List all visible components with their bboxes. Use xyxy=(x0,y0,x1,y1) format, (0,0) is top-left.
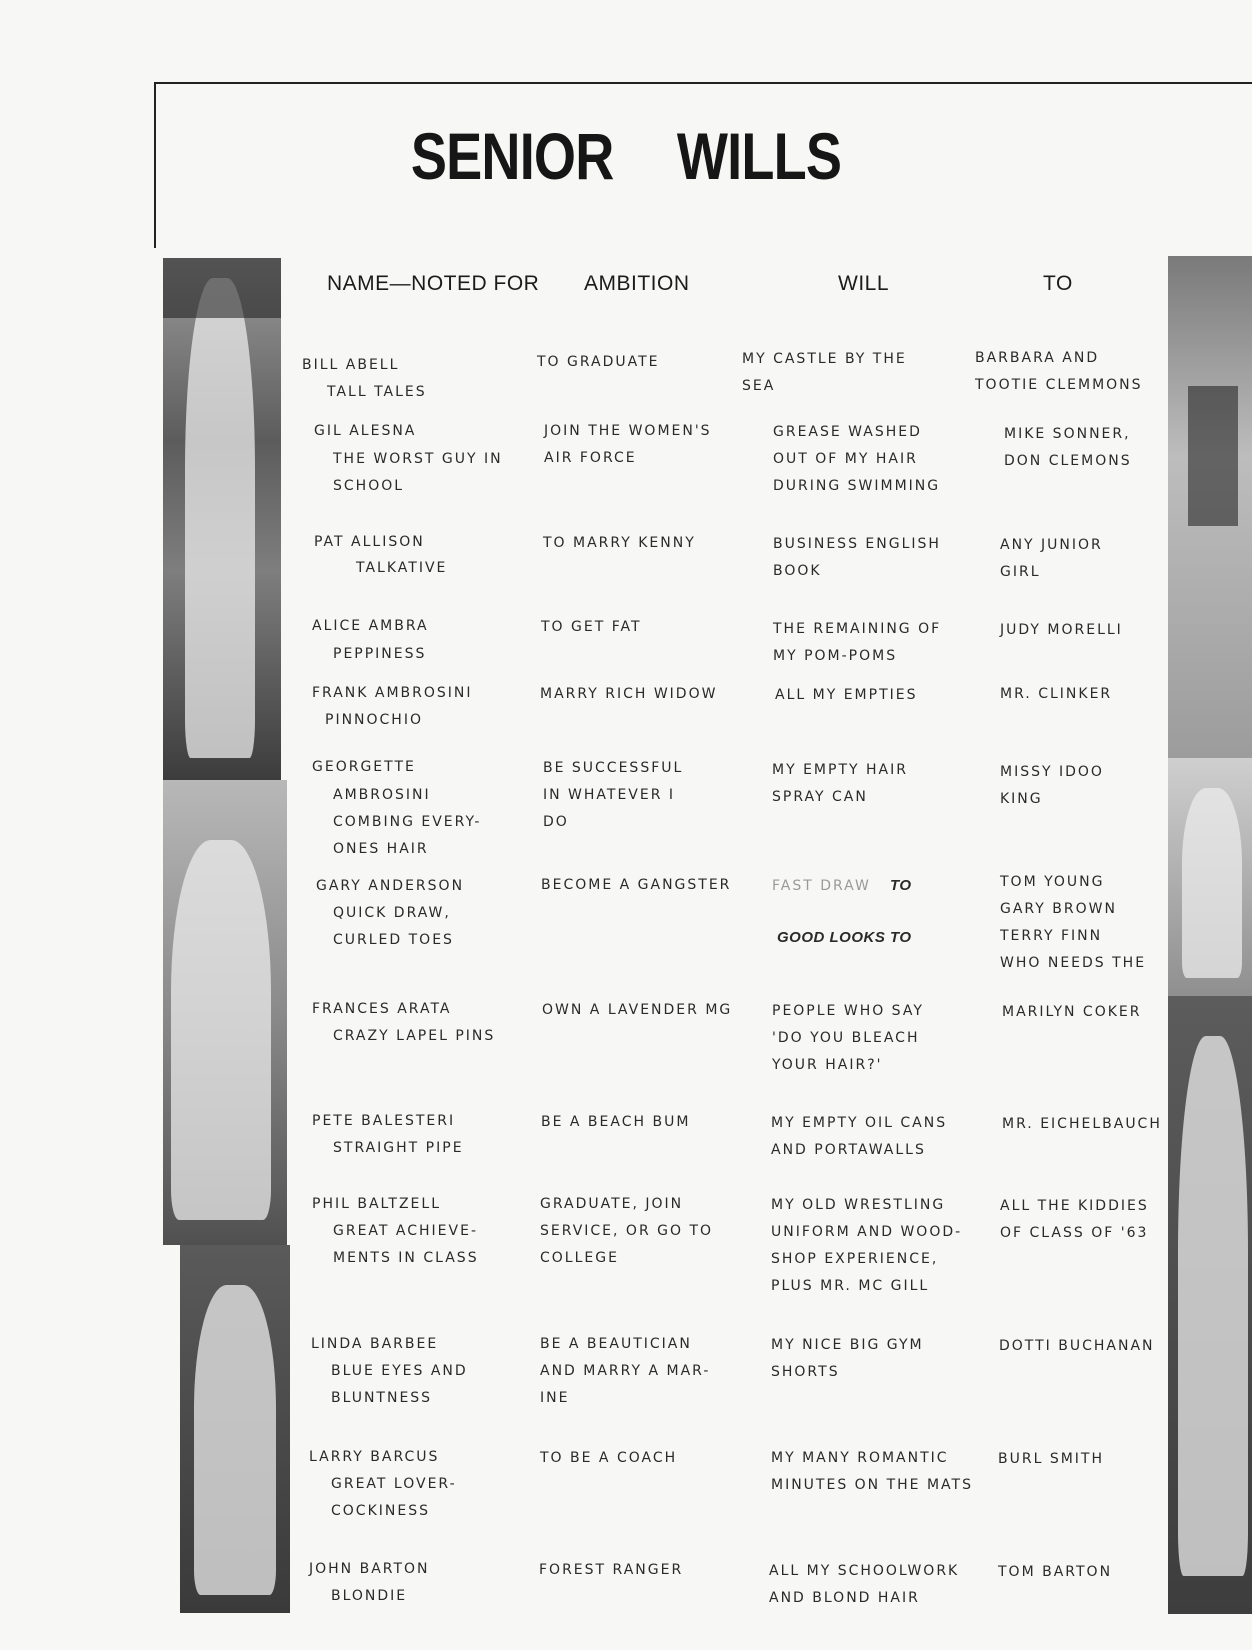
row-will: THE REMAINING OF MY POM-POMS xyxy=(773,621,942,664)
row-noted-for: PINNOCHIO xyxy=(325,712,423,728)
row-ambition: FOREST RANGER xyxy=(539,1562,684,1578)
row-ambition: JOIN THE WOMEN'S AIR FORCE xyxy=(544,423,712,466)
row-ambition: BE A BEACH BUM xyxy=(541,1114,691,1130)
row-name: LINDA BARBEE xyxy=(311,1336,439,1352)
row-noted-for: THE WORST GUY IN SCHOOL xyxy=(333,451,503,494)
row-to: MIKE SONNER, DON CLEMONS xyxy=(1004,426,1132,469)
row-to: ANY JUNIOR GIRL xyxy=(1000,537,1103,580)
row-name: GARY ANDERSON xyxy=(316,878,465,894)
row-name: GEORGETTE xyxy=(312,759,416,775)
row-name: FRANCES ARATA xyxy=(312,1001,452,1017)
row-will: PEOPLE WHO SAY 'DO YOU BLEACH YOUR HAIR?' xyxy=(772,1003,924,1073)
row-will: MY MANY ROMANTIC MINUTES ON THE MATS xyxy=(771,1450,973,1493)
row-noted-for: PEPPINESS xyxy=(333,646,427,662)
row-name: BILL ABELL xyxy=(302,357,400,373)
row-noted-for: TALKATIVE xyxy=(356,560,448,576)
row-will: MY CASTLE BY THE SEA xyxy=(742,351,907,394)
header-name-noted-for: NAME—NOTED FOR xyxy=(327,272,540,295)
page-frame-top xyxy=(154,82,1252,84)
row-will: MY NICE BIG GYM SHORTS xyxy=(771,1337,924,1380)
row-name: PETE BALESTERI xyxy=(312,1113,456,1129)
row-to: MR. CLINKER xyxy=(1000,686,1113,702)
row-name: GIL ALESNA xyxy=(314,423,417,439)
row-name: FRANK AMBROSINI xyxy=(312,685,473,701)
header-ambition: AMBITION xyxy=(584,272,690,295)
row-to: JUDY MORELLI xyxy=(1000,622,1123,638)
row-ambition: BE A BEAUTICIAN AND MARRY A MAR- INE xyxy=(540,1336,711,1406)
photo-woman-hat xyxy=(180,1245,290,1613)
row-to: ALL THE KIDDIES OF CLASS OF '63 xyxy=(1000,1198,1149,1241)
row-to: TOM BARTON xyxy=(998,1564,1113,1580)
title-wills: WILLS xyxy=(676,119,842,193)
photo-swimcap-girl xyxy=(1168,758,1252,996)
photo-majorette xyxy=(163,780,287,1245)
row-name: ALICE AMBRA xyxy=(312,618,429,634)
row-ambition: TO GET FAT xyxy=(541,619,642,635)
photo-girl-beanie xyxy=(1168,996,1252,1614)
row-to: DOTTI BUCHANAN xyxy=(999,1338,1155,1354)
row-name: LARRY BARCUS xyxy=(309,1449,440,1465)
row-will: BUSINESS ENGLISH BOOK xyxy=(773,536,941,579)
row-will-faint: FAST DRAW xyxy=(772,878,871,894)
row-ambition: OWN A LAVENDER MG xyxy=(542,1002,733,1018)
row-to: MARILYN COKER xyxy=(1002,1004,1142,1020)
row-noted-for: STRAIGHT PIPE xyxy=(333,1140,464,1156)
row-noted-for: BLONDIE xyxy=(331,1588,408,1604)
photo-classroom xyxy=(1168,256,1252,758)
row-will: MY OLD WRESTLING UNIFORM AND WOOD- SHOP EXPERIENCE, PLUS MR. MC GILL xyxy=(771,1197,963,1294)
row-noted-for: GREAT ACHIEVE- MENTS IN CLASS xyxy=(333,1223,479,1266)
row-name: PAT ALLISON xyxy=(314,534,425,550)
row-ambition: BECOME A GANGSTER xyxy=(541,877,732,893)
row-noted-for: GREAT LOVER- COCKINESS xyxy=(331,1476,457,1519)
row-noted-for: TALL TALES xyxy=(327,384,427,400)
row-will-handwritten: GOOD LOOKS TO xyxy=(777,929,912,946)
row-to: MISSY IDOO KING xyxy=(1000,764,1104,807)
row-noted-for: QUICK DRAW, CURLED TOES xyxy=(333,905,454,948)
row-ambition: TO MARRY KENNY xyxy=(543,535,696,551)
row-will: ALL MY SCHOOLWORK AND BLOND HAIR xyxy=(769,1563,960,1606)
row-to: MR. EICHELBAUCH xyxy=(1002,1116,1162,1132)
title-senior: SENIOR xyxy=(410,119,614,193)
row-ambition: TO GRADUATE xyxy=(537,354,660,370)
row-noted-for: AMBROSINI COMBING EVERY- ONES HAIR xyxy=(333,787,482,857)
row-ambition: BE SUCCESSFUL IN WHATEVER I DO xyxy=(543,760,684,830)
photo-boy-microphone xyxy=(163,258,281,780)
row-will-handwritten-to: TO xyxy=(890,877,912,894)
row-ambition: GRADUATE, JOIN SERVICE, OR GO TO COLLEGE xyxy=(540,1196,714,1266)
row-noted-for: CRAZY LAPEL PINS xyxy=(333,1028,496,1044)
row-to: TOM YOUNG GARY BROWN TERRY FINN WHO NEEDS THE xyxy=(1000,874,1147,971)
row-noted-for: BLUE EYES AND BLUNTNESS xyxy=(331,1363,468,1406)
row-will: ALL MY EMPTIES xyxy=(775,687,918,703)
header-will: WILL xyxy=(838,272,890,295)
header-to: TO xyxy=(1043,272,1073,295)
row-to: BARBARA AND TOOTIE CLEMMONS xyxy=(975,350,1143,393)
row-will: GREASE WASHED OUT OF MY HAIR DURING SWIMMING xyxy=(773,424,941,494)
row-name: JOHN BARTON xyxy=(309,1561,430,1577)
row-name: PHIL BALTZELL xyxy=(312,1196,441,1212)
page-title xyxy=(113,118,1140,194)
row-to: BURL SMITH xyxy=(998,1451,1105,1467)
row-will: MY EMPTY OIL CANS AND PORTAWALLS xyxy=(771,1115,948,1158)
row-will: MY EMPTY HAIR SPRAY CAN xyxy=(772,762,908,805)
row-ambition: TO BE A COACH xyxy=(540,1450,678,1466)
row-ambition: MARRY RICH WIDOW xyxy=(540,686,718,702)
